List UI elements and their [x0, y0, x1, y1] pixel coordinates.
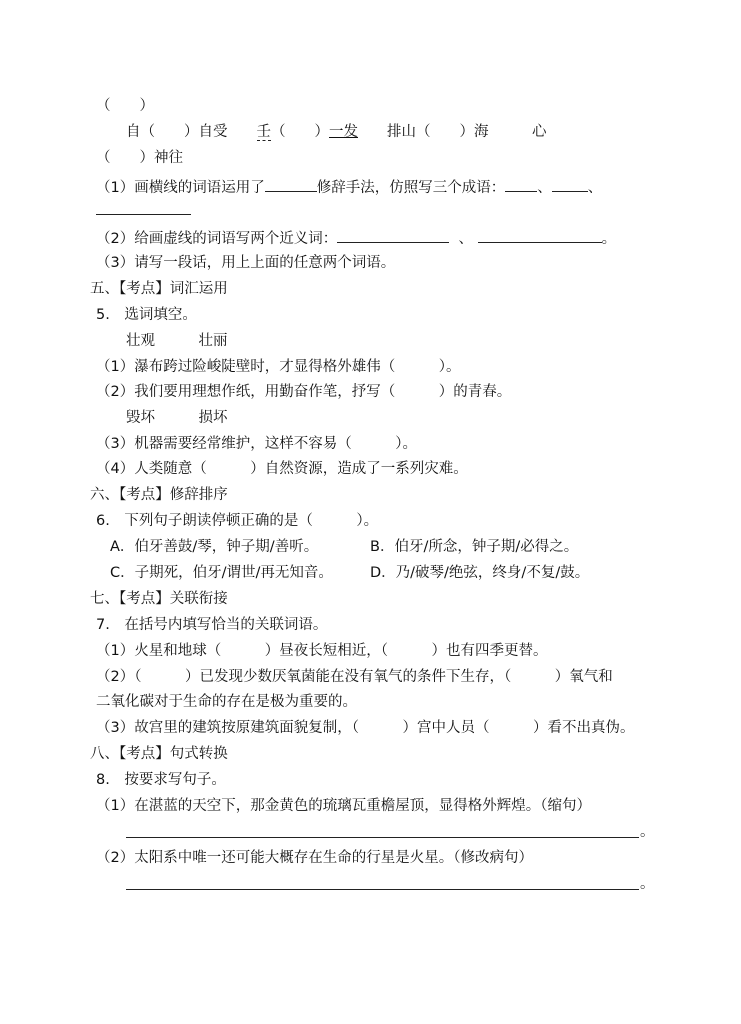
answer-line[interactable]: [96, 214, 191, 215]
period: 。: [640, 824, 655, 840]
period: 。: [601, 231, 617, 247]
question-item: （2）我们要用理想作纸，用勤奋作笔，抒写（ ）的青春。: [96, 384, 512, 400]
section-heading: 六、【考点】修辞排序: [90, 487, 228, 503]
word-choices: 壮观 壮丽: [126, 333, 228, 349]
answer-blank[interactable]: [265, 176, 317, 192]
question-item: （2）（ ）已发现少数厌氧菌能在没有氧气的条件下生存，（ ）氧气和: [96, 669, 613, 685]
question-item: （2）太阳系中唯一还可能大概存在生命的行星是火星。（修改病句）: [96, 850, 533, 866]
q4-sub2-text: （2）给画虚线的词语写两个近义词：: [96, 231, 338, 247]
separator: 、: [537, 180, 552, 196]
idiom-mid: （ ）: [271, 124, 329, 140]
question-title: 7. 在括号内填写恰当的关联词语。: [96, 617, 328, 633]
question-item: （1）在湛蓝的天空下，那金黄色的琉璃瓦重檐屋顶，显得格外辉煌。（缩句）: [96, 798, 591, 814]
question-item: （1）火星和地球（ ）昼夜长短相近，（ ）也有四季更替。: [96, 643, 548, 659]
option-a: A．伯牙善鼓/琴，钟子期/善听。: [110, 539, 319, 555]
answer-line[interactable]: [126, 889, 639, 890]
answer-line[interactable]: [126, 837, 639, 838]
separator: 、: [587, 180, 603, 196]
idiom-row: [126, 122, 547, 142]
separator: 、: [458, 231, 473, 247]
idiom-underlined-word: 一发: [329, 124, 358, 140]
blank-line-c: （ ）神往: [96, 150, 183, 166]
section-heading: 五、【考点】词汇运用: [90, 281, 228, 297]
answer-blank[interactable]: [552, 176, 588, 192]
idiom-dotted-word: 壬: [256, 124, 271, 140]
q4-sub1: [96, 176, 602, 198]
idiom-post: 排山（ ）海 心: [358, 124, 547, 140]
option-d: D．乃/破琴/绝弦，终身/不复/鼓。: [370, 565, 590, 581]
q4-sub1-text: （1）画横线的词语运用了: [96, 180, 265, 196]
option-c: C．子期死，伯牙/谓世/再无知音。: [110, 565, 333, 581]
section-heading: 八、【考点】句式转换: [90, 746, 228, 762]
answer-blank[interactable]: [505, 176, 537, 192]
blank-line-a: （ ）: [96, 98, 154, 114]
answer-blank[interactable]: [337, 227, 449, 243]
question-item: （4）人类随意（ ）自然资源，造成了一系列灾难。: [96, 461, 468, 477]
idiom-pre: 自（ ）自受: [126, 124, 257, 140]
question-item: （3）机器需要经常维护，这样不容易（ ）。: [96, 436, 417, 452]
section-heading: 七、【考点】关联衔接: [90, 591, 228, 607]
question-title: 8. 按要求写句子。: [96, 772, 226, 788]
question-title: 6. 下列句子朗读停顿正确的是（ ）。: [96, 513, 379, 529]
period: 。: [640, 876, 655, 892]
answer-blank[interactable]: [478, 227, 602, 243]
word-choices: 毁坏 损坏: [126, 410, 228, 426]
question-item: （3）故宫里的建筑按原建筑面貌复制，（ ）宫中人员（ ）看不出真伪。: [96, 720, 635, 736]
q4-sub2: [96, 227, 616, 249]
question-item: （1）瀑布跨过险峻陡壁时，才显得格外雄伟（ ）。: [96, 359, 461, 375]
question-item-continued: 二氧化碳对于生命的存在是极为重要的。: [96, 694, 357, 710]
question-title: 5. 选词填空。: [96, 307, 197, 323]
q4-sub1-mid: 修辞手法，仿照写三个成语：: [316, 180, 506, 196]
q4-sub3: （3）请写一段话，用上上面的任意两个词语。: [96, 255, 396, 271]
option-b: B．伯牙/所念，钟子期/必得之。: [370, 539, 579, 555]
